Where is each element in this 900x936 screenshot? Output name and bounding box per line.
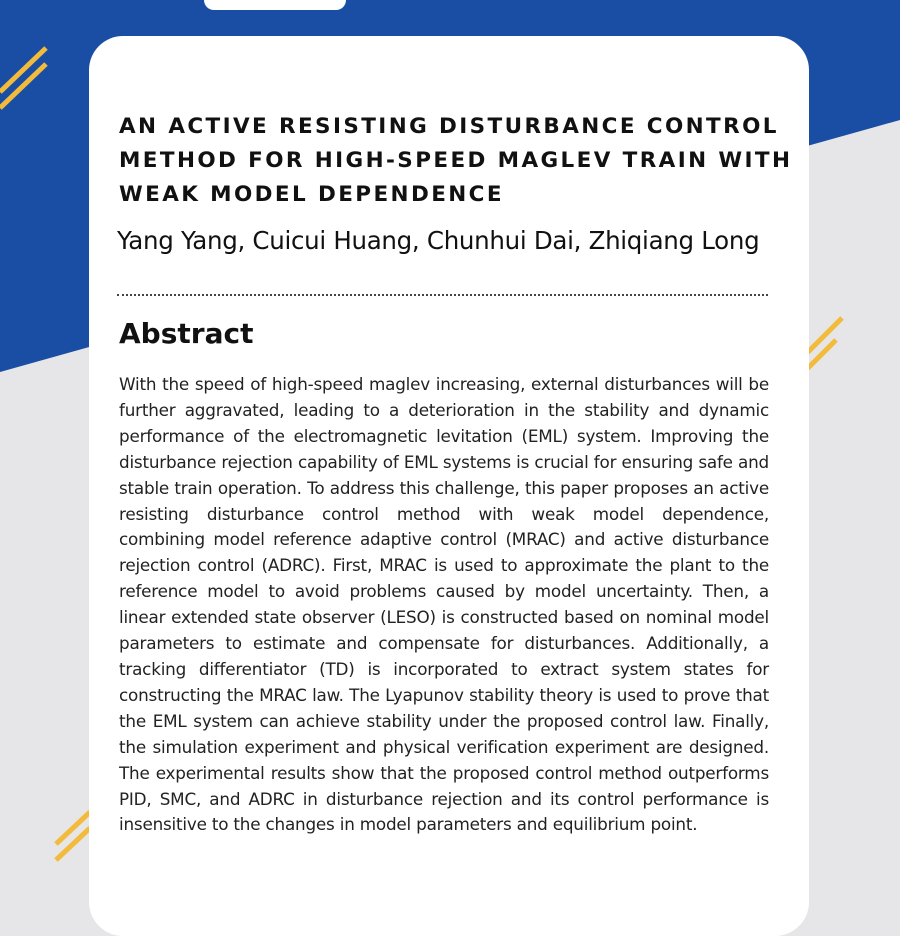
top-tab: [204, 0, 346, 10]
abstract-text: With the speed of high-speed maglev increasing, external disturbances will be further aggravated, leading to a deterioration in the stability and dynamic performance of the electromagnetic levitation (EML) system. Improving the disturbance rejection capability of EML systems is crucial for ensuring safe and stable train operation. To address this challenge, this paper proposes an active resisting disturbance control method with weak model dependence, combining model reference adaptive control (MRAC) and active disturbance rejection control (ADRC). First, MRAC is used to approximate the plant to the reference model to avoid problems caused by model uncertainty. Then, a linear extended state observer (LESO) is constructed based on nominal model parameters to estimate and compensate for disturbances. Additionally, a tracking differentiator (TD) is incorporated to extract system states for constructing the MRAC law. The Lyapunov stability theory is used to prove that the EML system can achieve stability under the proposed control law. Finally, the simulation experiment and physical verification experiment are designed. The experimental results show that the proposed control method outperforms PID, SMC, and ADRC in disturbance rejection and its control performance is insensitive to the changes in model parameters and equilibrium point.: [119, 374, 769, 835]
stripe-icon: [56, 812, 90, 860]
paper-authors: Yang Yang, Cuicui Huang, Chunhui Dai, Zhiqiang Long: [117, 226, 760, 255]
dotted-divider: [117, 294, 768, 296]
paper-title: AN ACTIVE RESISTING DISTURBANCE CONTROL METHOD FOR HIGH-SPEED MAGLEV TRAIN WITH WEAK MODEL DEPENDENCE: [119, 114, 793, 207]
abstract-heading: Abstract: [119, 317, 254, 350]
stripe-icon: [806, 318, 842, 370]
